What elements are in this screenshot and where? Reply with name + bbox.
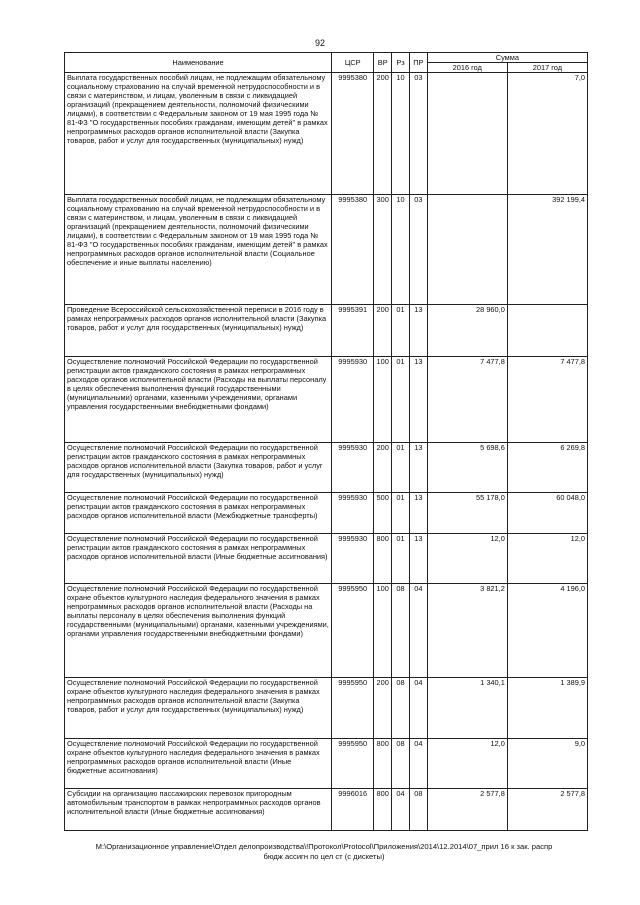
cell-2016: 12,0 — [427, 739, 507, 789]
header-name: Наименование — [65, 53, 332, 73]
cell-2017: 7 477,8 — [507, 357, 587, 443]
table-row — [65, 443, 588, 493]
cell-csr: 9995950 — [332, 739, 374, 789]
header-sum: Сумма — [427, 53, 587, 63]
cell-pr: 13 — [409, 357, 427, 443]
table-row — [65, 493, 588, 534]
cell-csr: 9995380 — [332, 195, 374, 305]
cell-rz: 01 — [392, 534, 410, 584]
budget-table — [64, 52, 588, 831]
cell-2017: 7,0 — [507, 73, 587, 195]
cell-vr: 800 — [374, 739, 392, 789]
cell-pr: 03 — [409, 195, 427, 305]
cell-csr: 9995930 — [332, 443, 374, 493]
cell-csr: 9995391 — [332, 305, 374, 357]
header-csr: ЦСР — [332, 53, 374, 73]
header-pr: ПР — [409, 53, 427, 73]
cell-name: Осуществление полномочий Российской Федерации по государственной регистрации актов гражданского состояния в рамках непрограммных расходов органов исполнительной власти (Межбюджетные трансферты) — [65, 493, 332, 534]
cell-name: Осуществление полномочий Российской Федерации по государственной регистрации актов гражданского состояния в рамках непрограммных расходов органов исполнительной власти (Закупка товаров, работ и услуг для государственных (муниципальных) нужд) — [65, 443, 332, 493]
cell-csr: 9995930 — [332, 493, 374, 534]
cell-rz: 01 — [392, 357, 410, 443]
cell-rz: 04 — [392, 789, 410, 831]
footer-line-1: M:\Организационное управление\Отдел делопроизводства\!Протокол\Protocol\Приложения\2014\12.2014\07_прил 16 к зак. распр — [95, 842, 553, 851]
cell-vr: 200 — [374, 678, 392, 739]
cell-pr: 13 — [409, 534, 427, 584]
cell-2017: 6 269,8 — [507, 443, 587, 493]
footer-file-path — [64, 842, 584, 862]
cell-pr: 04 — [409, 739, 427, 789]
cell-2017 — [507, 305, 587, 357]
cell-2017: 4 196,0 — [507, 584, 587, 678]
cell-rz: 01 — [392, 305, 410, 357]
table-row — [65, 584, 588, 678]
cell-csr: 9995950 — [332, 678, 374, 739]
table-row — [65, 195, 588, 305]
cell-name: Осуществление полномочий Российской Федерации по государственной охране объектов культурного наследия федерального значения в рамках непрограммных расходов органов исполнительной власти (Иные бюджетные ассигнования) — [65, 739, 332, 789]
cell-2016: 28 960,0 — [427, 305, 507, 357]
cell-rz: 08 — [392, 739, 410, 789]
cell-pr: 13 — [409, 493, 427, 534]
cell-2017: 2 577,8 — [507, 789, 587, 831]
cell-name: Выплата государственных пособий лицам, не подлежащим обязательному социальному страхованию на случай временной нетрудоспособности и в связи с материнством, и лицам, уволенным в связи с ликвидацией организаций (прекращением деятельности, полномочий физическими лицами), в соответствии с Федеральным законом от 19 мая 1995 года № 81-ФЗ "О государственных пособиях гражданам, имеющим детей" в рамках непрограммных расходов органов исполнительной власти (Социальное обеспечение и иные выплаты населению) — [65, 195, 332, 305]
header-year-2016: 2016 год — [427, 63, 507, 73]
cell-2016 — [427, 195, 507, 305]
table-row — [65, 789, 588, 831]
table-row — [65, 357, 588, 443]
cell-csr: 9995930 — [332, 534, 374, 584]
cell-2016: 3 821,2 — [427, 584, 507, 678]
cell-pr: 13 — [409, 443, 427, 493]
cell-pr: 04 — [409, 678, 427, 739]
cell-pr: 04 — [409, 584, 427, 678]
cell-2017: 9,0 — [507, 739, 587, 789]
cell-vr: 200 — [374, 443, 392, 493]
header-year-2017: 2017 год — [507, 63, 587, 73]
cell-csr: 9995950 — [332, 584, 374, 678]
table-row — [65, 739, 588, 789]
cell-vr: 200 — [374, 73, 392, 195]
cell-2017: 12,0 — [507, 534, 587, 584]
cell-vr: 100 — [374, 584, 392, 678]
cell-vr: 800 — [374, 789, 392, 831]
cell-name: Осуществление полномочий Российской Федерации по государственной регистрации актов гражданского состояния в рамках непрограммных расходов органов исполнительной власти (Иные бюджетные ассигнования) — [65, 534, 332, 584]
cell-rz: 01 — [392, 443, 410, 493]
cell-name: Осуществление полномочий Российской Федерации по государственной охране объектов культурного наследия федерального значения в рамках непрограммных расходов органов исполнительной власти (Закупка товаров, работ и услуг для государственных (муниципальных) нужд) — [65, 678, 332, 739]
cell-rz: 01 — [392, 493, 410, 534]
cell-2017: 1 389,9 — [507, 678, 587, 739]
cell-vr: 300 — [374, 195, 392, 305]
cell-vr: 200 — [374, 305, 392, 357]
cell-name: Осуществление полномочий Российской Федерации по государственной регистрации актов гражданского состояния в рамках непрограммных расходов органов исполнительной власти (Расходы на выплаты персоналу в целях обеспечения выполнения функций государственными (муниципальными) органами, казенными учреждениями, органами управления государственными внебюджетными фондами) — [65, 357, 332, 443]
cell-pr: 08 — [409, 789, 427, 831]
cell-csr: 9996016 — [332, 789, 374, 831]
table-row — [65, 305, 588, 357]
cell-name: Выплата государственных пособий лицам, не подлежащим обязательному социальному страхованию на случай временной нетрудоспособности и в связи с материнством, и лицам, уволенным в связи с ликвидацией организаций (прекращением деятельности, полномочий физическими лицами), в соответствии с Федеральным законом от 19 мая 1995 года № 81-ФЗ "О государственных пособиях гражданам, имеющим детей" в рамках непрограммных расходов органов исполнительной власти (Закупка товаров, работ и услуг для государственных (муниципальных) нужд) — [65, 73, 332, 195]
cell-vr: 800 — [374, 534, 392, 584]
table-row — [65, 678, 588, 739]
cell-rz: 10 — [392, 195, 410, 305]
cell-vr: 100 — [374, 357, 392, 443]
table-row — [65, 534, 588, 584]
cell-name: Проведение Всероссийской сельскохозяйственной переписи в 2016 году в рамках непрограммных расходов органов исполнительной власти (Закупка товаров, работ и услуг для государственных (муниципальных) нужд) — [65, 305, 332, 357]
cell-csr: 9995930 — [332, 357, 374, 443]
cell-rz: 08 — [392, 678, 410, 739]
footer-line-2: бюдж ассигн по цел ст (с дискеты) — [263, 852, 385, 861]
cell-rz: 10 — [392, 73, 410, 195]
cell-2016: 2 577,8 — [427, 789, 507, 831]
cell-2016: 1 340,1 — [427, 678, 507, 739]
header-vr: ВР — [374, 53, 392, 73]
cell-name: Осуществление полномочий Российской Федерации по государственной охране объектов культурного наследия федерального значения в рамках непрограммных расходов органов исполнительной власти (Расходы на выплаты персоналу в целях обеспечения выполнения функций государственными (муниципальными) органами, казенными учреждениями, органами управления государственными внебюджетными фондами) — [65, 584, 332, 678]
cell-vr: 500 — [374, 493, 392, 534]
page-number: 92 — [314, 38, 325, 48]
cell-csr: 9995380 — [332, 73, 374, 195]
cell-2016: 5 698,6 — [427, 443, 507, 493]
cell-2017: 392 199,4 — [507, 195, 587, 305]
header-rz: Рз — [392, 53, 410, 73]
cell-2016: 12,0 — [427, 534, 507, 584]
cell-pr: 13 — [409, 305, 427, 357]
cell-2016: 7 477,8 — [427, 357, 507, 443]
cell-rz: 08 — [392, 584, 410, 678]
cell-name: Субсидии на организацию пассажирских перевозок пригородным автомобильным транспортом в рамках непрограммных расходов органов исполнительной власти (Иные бюджетные ассигнования) — [65, 789, 332, 831]
cell-2016: 55 178,0 — [427, 493, 507, 534]
cell-2016 — [427, 73, 507, 195]
table-row — [65, 73, 588, 195]
cell-pr: 03 — [409, 73, 427, 195]
cell-2017: 60 048,0 — [507, 493, 587, 534]
